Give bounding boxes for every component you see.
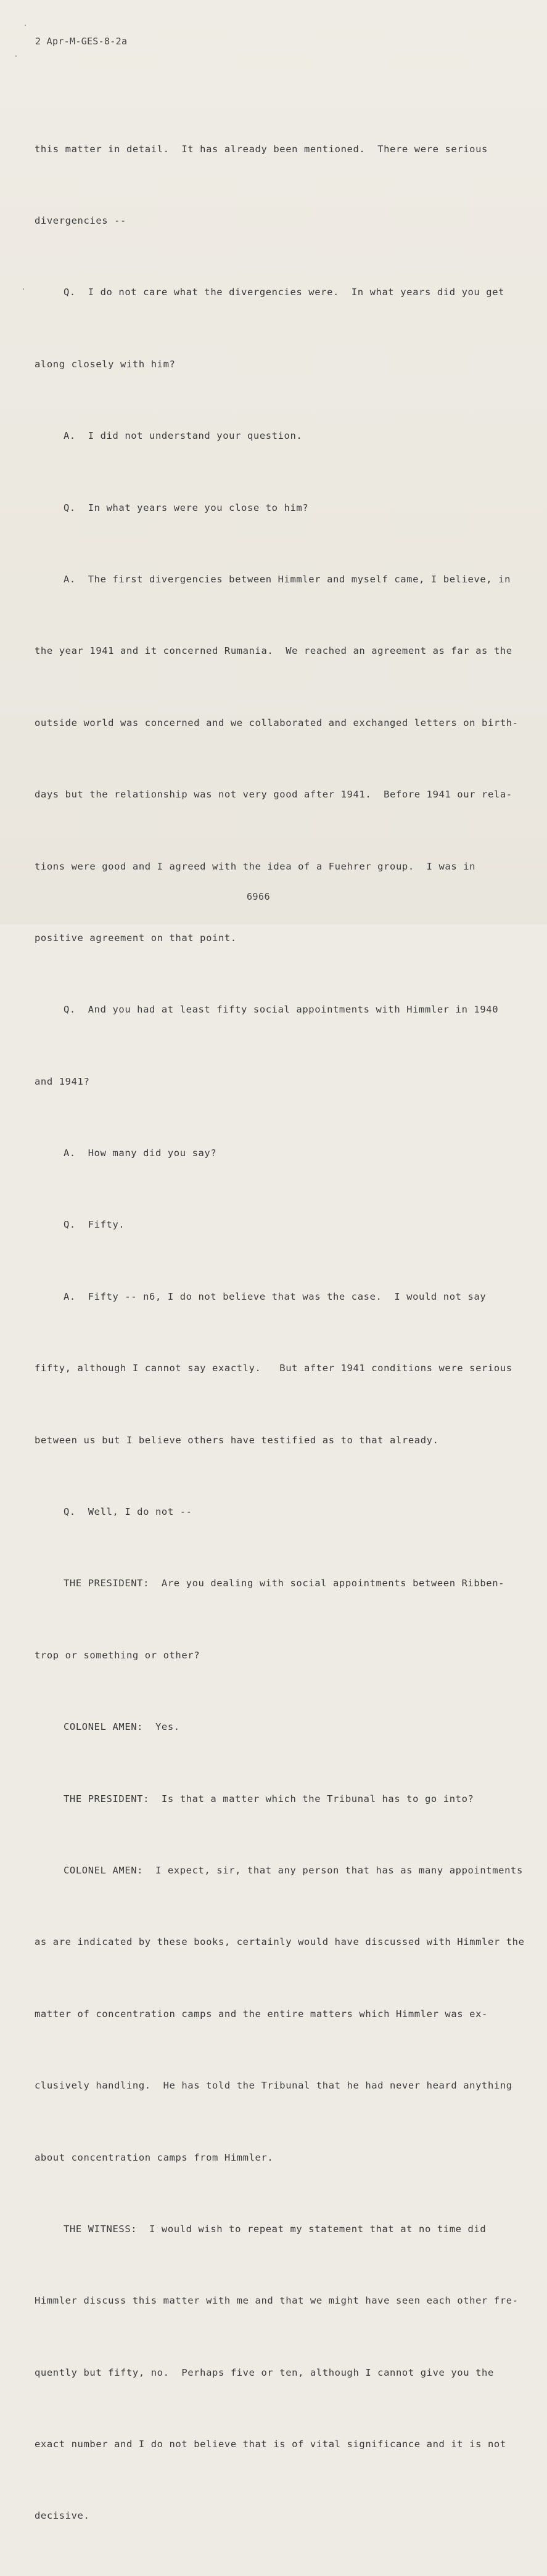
text-line: Q. And you had at least fifty social appointments with Himmler in 1940 bbox=[64, 1004, 499, 1016]
paper-speck bbox=[15, 55, 17, 57]
text-line: quently but fifty, no. Perhaps five or ten, although I cannot give you the bbox=[35, 2366, 494, 2378]
text-line: fifty, although I cannot say exactly. But after 1941 conditions were serious bbox=[35, 1363, 512, 1374]
text-line: exact number and I do not believe that is of vital significance and it is not bbox=[35, 2439, 506, 2450]
text-line: decisive. bbox=[35, 2510, 90, 2522]
text-line: tions were good and I agreed with the idea of a Fuehrer group. I was in bbox=[35, 860, 476, 872]
text-line: THE WITNESS: I would wish to repeat my statement that at no time did bbox=[64, 2223, 487, 2235]
text-line: COLONEL AMEN: Yes. bbox=[64, 1721, 180, 1733]
text-line: A. Fifty -- n6, I do not believe that was the case. I would not say bbox=[64, 1290, 487, 1302]
text-line: A. I did not understand your question. bbox=[64, 430, 303, 442]
text-line: Q. In what years were you close to him? bbox=[64, 502, 309, 513]
text-line: as are indicated by these books, certainly would have discussed with Himmler the bbox=[35, 1936, 525, 1948]
text-line: Q. Well, I do not -- bbox=[64, 1506, 192, 1518]
text-line: along closely with him? bbox=[35, 358, 176, 370]
text-line: this matter in detail. It has already been mentioned. There were serious bbox=[35, 143, 488, 155]
text-line: matter of concentration camps and the entire matters which Himmler was ex- bbox=[35, 2008, 488, 2020]
document-body bbox=[35, 89, 525, 2576]
text-line: COLONEL AMEN: I expect, sir, that any person that has as many appointments bbox=[64, 1864, 523, 1876]
text-line: and 1941? bbox=[35, 1075, 90, 1087]
text-line: Q. I do not care what the divergencies were. In what years did you get bbox=[64, 287, 505, 298]
text-line: A. How many did you say? bbox=[64, 1147, 217, 1159]
text-line: about concentration camps from Himmler. bbox=[35, 2151, 274, 2163]
text-line: Himmler discuss this matter with me and that we might have seen each other fre- bbox=[35, 2295, 519, 2307]
page-number: 6966 bbox=[247, 891, 271, 902]
text-line: trop or something or other? bbox=[35, 1649, 200, 1661]
text-line: THE PRESIDENT: Are you dealing with social appointments between Ribben- bbox=[64, 1578, 505, 1589]
text-line: days but the relationship was not very good after 1941. Before 1941 our rela- bbox=[35, 789, 512, 801]
text-line: A. The first divergencies between Himmler and myself came, I believe, in bbox=[64, 573, 511, 585]
text-line: THE PRESIDENT: Is that a matter which the Tribunal has to go into? bbox=[64, 1793, 474, 1804]
document-header: 2 Apr-M-GES-8-2a bbox=[35, 36, 128, 47]
text-line: outside world was concerned and we collaborated and exchanged letters on birth- bbox=[35, 717, 519, 728]
paper-speck bbox=[23, 288, 24, 290]
paper-speck bbox=[25, 25, 26, 26]
text-line: positive agreement on that point. bbox=[35, 932, 237, 944]
text-line: the year 1941 and it concerned Rumania. We reached an agreement as far as the bbox=[35, 645, 512, 657]
text-line: Q. Fifty. bbox=[64, 1219, 125, 1231]
text-line: between us but I believe others have testified as to that already. bbox=[35, 1434, 439, 1446]
text-line: divergencies -- bbox=[35, 214, 126, 226]
text-line: clusively handling. He has told the Tribunal that he had never heard anything bbox=[35, 2080, 512, 2092]
